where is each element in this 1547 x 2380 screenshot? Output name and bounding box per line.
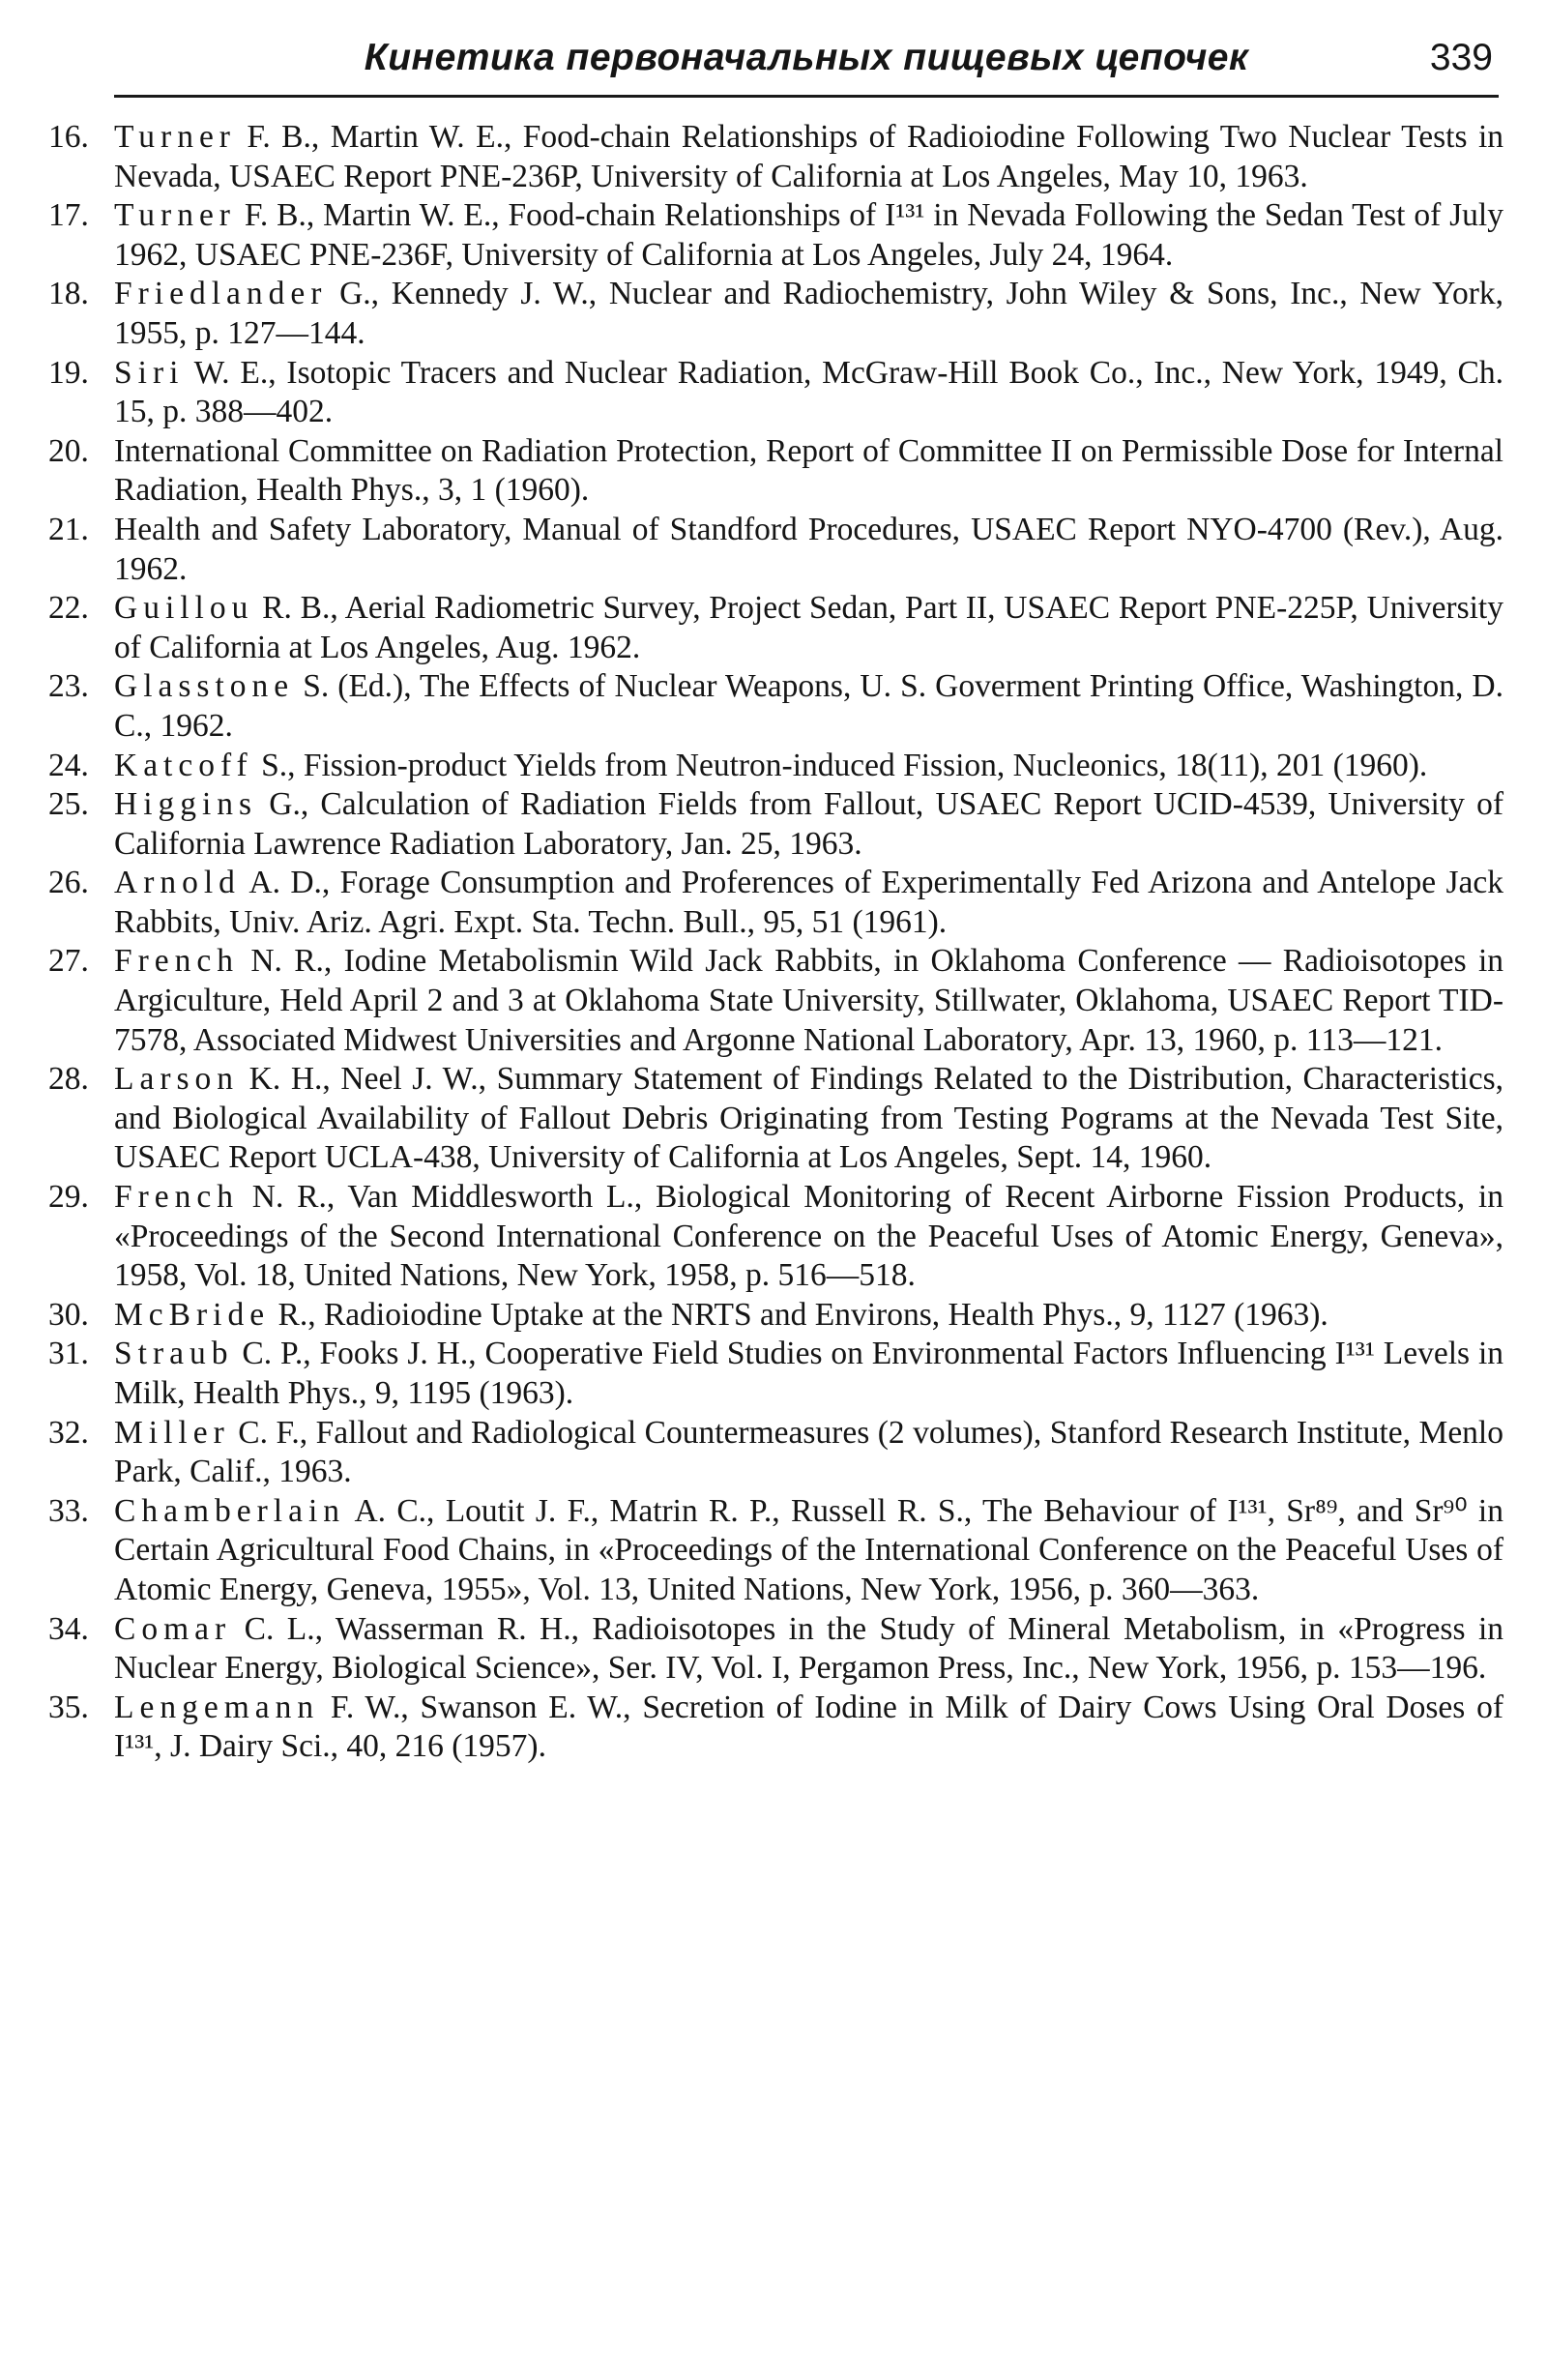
reference-author: Turner — [114, 197, 236, 234]
reference-item — [48, 275, 1503, 353]
reference-number: 33. — [48, 1492, 89, 1529]
reference-number: 25. — [48, 786, 89, 823]
reference-item — [48, 747, 1503, 786]
reference-text: A. C., Loutit J. F., Matrin R. P., Russell R. S., The Behaviour of I¹³¹, Sr⁸⁹, and Sr⁹⁰ in Certain Agricultural Food Chains, in «Proceedings of the International Conference on the Peaceful Uses of Atomic Energy, Geneva, 1955», Vol. 13, United Nations, New York, 1956, p. 360—363. — [114, 1492, 1503, 1607]
reference-item — [48, 196, 1503, 275]
reference-number: 26. — [48, 865, 89, 901]
reference-text: C. L., Wasserman R. H., Radioisotopes in the Study of Mineral Metabolism, in «Progress in Nuclear Energy, Biological Science», Ser. IV, Vol. I, Pergamon Press, Inc., New York, 1956, p. 153—196. — [114, 1610, 1503, 1687]
reference-item — [48, 1610, 1503, 1689]
reference-list — [48, 118, 1503, 1767]
reference-author: Glasstone — [114, 668, 295, 705]
reference-number: 27. — [48, 943, 89, 980]
running-title: Кинетика первоначальных пищевых цепочек — [364, 37, 1249, 78]
reference-author: Chamberlain — [114, 1492, 346, 1529]
reference-item — [48, 1178, 1503, 1296]
reference-number: 34. — [48, 1610, 89, 1647]
reference-text: R. B., Aerial Radiometric Survey, Project Sedan, Part II, USAEC Report PNE-225P, University of California at Los Angeles, Aug. 1962. — [114, 590, 1503, 665]
reference-number: 28. — [48, 1061, 89, 1098]
reference-number: 24. — [48, 747, 89, 783]
reference-author: Guillou — [114, 590, 254, 627]
reference-author: Straub — [114, 1336, 234, 1372]
reference-author: Larson — [114, 1061, 240, 1098]
reference-author: Siri — [114, 354, 185, 391]
reference-text: K. H., Neel J. W., Summary Statement of Findings Related to the Distribution, Characteristics, and Biological Availability of Fallout Debris Originating from Testing Pograms at the Nevada Test Site, USAEC Report UCLA-438, University of California at Los Angeles, Sept. 14, 1960. — [114, 1061, 1503, 1176]
reference-text: Health and Safety Laboratory, Manual of Standford Procedures, USAEC Report NYO-4700 (Rev.), Aug. 1962. — [114, 511, 1503, 587]
reference-number: 18. — [48, 276, 89, 312]
reference-number: 35. — [48, 1689, 89, 1725]
reference-text: S., Fission-product Yields from Neutron-induced Fission, Nucleonics, 18(11), 201 (1960). — [252, 747, 1428, 783]
reference-text: S. (Ed.), The Effects of Nuclear Weapons, U. S. Goverment Printing Office, Washington, D. C., 1962. — [114, 668, 1503, 744]
reference-author: McBride — [114, 1296, 271, 1333]
reference-number: 23. — [48, 668, 89, 705]
reference-text: International Committee on Radiation Protection, Report of Committee II on Permissible Dose for Internal Radiation, Health Phys., 3, 1 (1960). — [114, 432, 1503, 509]
reference-author: Miller — [114, 1414, 230, 1451]
reference-text: A. D., Forage Consumption and Proferences of Experimentally Fed Arizona and Antelope Jack Rabbits, Univ. Ariz. Agri. Expt. Sta. Techn. Bull., 95, 51 (1961). — [114, 865, 1503, 940]
reference-text: N. R., Van Middlesworth L., Biological Monitoring of Recent Airborne Fission Products, in «Proceedings of the Second International Conference on the Peaceful Uses of Atomic Energy, Geneva», 1958, Vol. 18, United Nations, New York, 1958, p. 516—518. — [114, 1179, 1503, 1294]
reference-author: Arnold — [114, 865, 241, 901]
reference-text: F. W., Swanson E. W., Secretion of Iodine in Milk of Dairy Cows Using Oral Doses of I¹³¹, J. Dairy Sci., 40, 216 (1957). — [114, 1689, 1503, 1765]
reference-author: Friedlander — [114, 276, 328, 312]
reference-item — [48, 1060, 1503, 1178]
reference-author: Turner — [114, 119, 236, 155]
reference-number: 29. — [48, 1179, 89, 1216]
running-header — [114, 27, 1499, 98]
page-number: 339 — [1429, 37, 1493, 78]
reference-number: 30. — [48, 1296, 89, 1333]
reference-text: F. B., Martin W. E., Food-chain Relationships of I¹³¹ in Nevada Following the Sedan Test of July 1962, USAEC PNE-236F, University of California at Los Angeles, July 24, 1964. — [114, 197, 1503, 273]
reference-item — [48, 118, 1503, 196]
reference-number: 22. — [48, 590, 89, 627]
reference-item — [48, 1335, 1503, 1413]
reference-item — [48, 1296, 1503, 1336]
reference-number: 16. — [48, 119, 89, 155]
reference-item — [48, 667, 1503, 746]
reference-item — [48, 785, 1503, 864]
reference-text: R., Radioiodine Uptake at the NRTS and Environs, Health Phys., 9, 1127 (1963). — [270, 1296, 1328, 1333]
reference-text: F. B., Martin W. E., Food-chain Relationships of Radioiodine Following Two Nuclear Tests in Nevada, USAEC Report PNE-236P, University of California at Los Angeles, May 10, 1963. — [114, 119, 1503, 194]
reference-author: Lengemann — [114, 1689, 320, 1725]
reference-item — [48, 432, 1503, 511]
reference-author: Higgins — [114, 786, 258, 823]
reference-author: Katcoff — [114, 747, 253, 783]
reference-item — [48, 511, 1503, 589]
reference-text: G., Kennedy J. W., Nuclear and Radiochemistry, John Wiley & Sons, Inc., New York, 1955, p. 127—144. — [114, 276, 1503, 351]
reference-number: 20. — [48, 432, 89, 469]
reference-item — [48, 354, 1503, 432]
reference-text: N. R., Iodine Metabolismin Wild Jack Rabbits, in Oklahoma Conference — Radioisotopes in Argiculture, Held April 2 and 3 at Oklahoma State University, Stillwater, Oklahoma, USAEC Report TID-7578, Associated Midwest Universities and Argonne National Laboratory, Apr. 13, 1960, p. 113—121. — [114, 943, 1503, 1058]
reference-number: 17. — [48, 197, 89, 234]
reference-item — [48, 589, 1503, 667]
reference-item — [48, 1414, 1503, 1492]
reference-number: 19. — [48, 354, 89, 391]
reference-text: C. P., Fooks J. H., Cooperative Field Studies on Environmental Factors Influencing I¹³¹ Levels in Milk, Health Phys., 9, 1195 (1963). — [114, 1336, 1503, 1411]
reference-item — [48, 1492, 1503, 1610]
reference-text: W. E., Isotopic Tracers and Nuclear Radiation, McGraw-Hill Book Co., Inc., New York, 1949, Ch. 15, p. 388—402. — [114, 354, 1503, 430]
reference-text: C. F., Fallout and Radiological Countermeasures (2 volumes), Stanford Research Institute, Menlo Park, Calif., 1963. — [114, 1414, 1503, 1490]
reference-item — [48, 942, 1503, 1060]
reference-text: G., Calculation of Radiation Fields from Fallout, USAEC Report UCID-4539, University of California Lawrence Radiation Laboratory, Jan. 25, 1963. — [114, 786, 1503, 862]
reference-item — [48, 1689, 1503, 1767]
reference-number: 31. — [48, 1336, 89, 1372]
reference-item — [48, 864, 1503, 942]
reference-number: 32. — [48, 1414, 89, 1451]
reference-author: French — [114, 943, 240, 980]
reference-number: 21. — [48, 511, 89, 547]
reference-author: Comar — [114, 1610, 232, 1647]
reference-author: French — [114, 1179, 240, 1216]
